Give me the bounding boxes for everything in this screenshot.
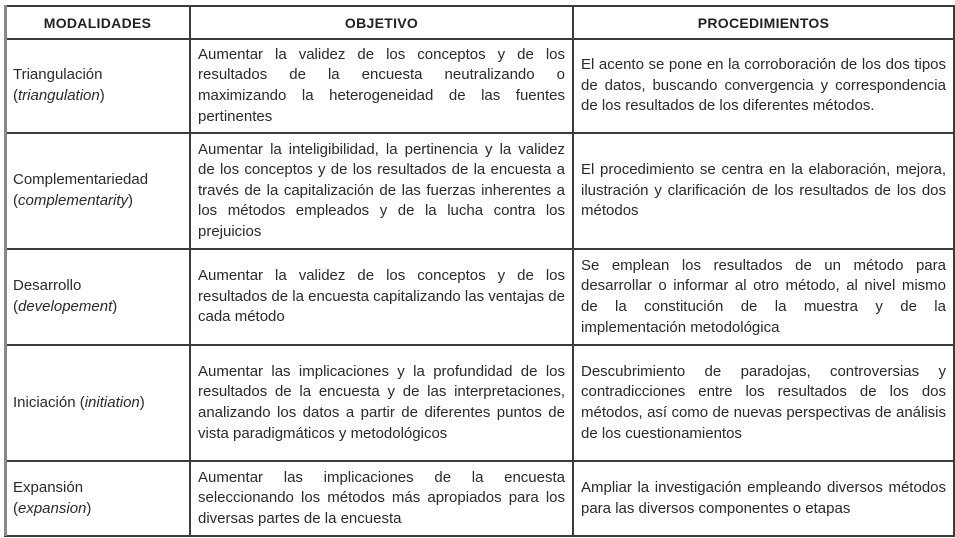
- modalidad-name: Expansión: [13, 478, 84, 496]
- table-row-iniciacion: [5, 345, 954, 461]
- modalidad-name: Triangulación: [13, 66, 103, 84]
- open-paren: (: [13, 298, 18, 315]
- table-row-desarrollo: [5, 249, 954, 345]
- procedimiento-cell: Descubrimiento de paradojas, controversias y contradicciones entre los resultados de los dos métodos, así como de nuevas perspectivas de análisis de los cuestionamientos: [573, 345, 954, 461]
- header-objetivo: OBJETIVO: [190, 6, 573, 39]
- close-paren: ): [99, 87, 105, 104]
- objetivo-cell: Aumentar la validez de los conceptos y de los resultados de la encuesta capitalizando las ventajas de cada método: [190, 249, 573, 345]
- modalidad-cell: [5, 133, 190, 249]
- modalidad-english: complementarity: [18, 192, 129, 209]
- modalidad-cell: [5, 461, 190, 536]
- open-paren: (: [13, 192, 18, 209]
- header-row: [5, 6, 954, 39]
- table-row-complementariedad: [5, 133, 954, 249]
- modalidad-english: initiation: [84, 393, 140, 411]
- modalidad-cell: [5, 39, 190, 133]
- modalidad-english: expansion: [18, 499, 87, 517]
- table-row-expansion: [5, 461, 954, 536]
- objetivo-cell: Aumentar las implicaciones y la profundidad de los resultados de la encuesta y de las interpretaciones, analizando los datos a partir de diferentes puntos de vista paradigmáticos y metodológicos: [190, 345, 573, 461]
- open-paren: (: [13, 499, 18, 517]
- close-paren: ): [128, 192, 134, 209]
- modalidad-cell: [5, 345, 190, 461]
- open-paren: (: [79, 393, 85, 411]
- procedimiento-cell: El acento se pone en la corroboración de los dos tipos de datos, buscando convergencia y correspondencia de los resultados de los diferentes métodos.: [573, 39, 954, 133]
- open-paren: (: [13, 87, 18, 104]
- objetivo-cell: Aumentar la inteligibilidad, la pertinencia y la validez de los conceptos y de los resultados de la encuesta a través de la capitalización de las fuerzas inherentes a los métodos empleados y de la lucha contra los prejuicios: [190, 133, 573, 249]
- modalidad-cell: [5, 249, 190, 345]
- header-procedimientos: PROCEDIMIENTOS: [573, 6, 954, 39]
- header-modalidades: MODALIDADES: [5, 6, 190, 39]
- close-paren: ): [139, 393, 145, 411]
- close-paren: ): [86, 499, 92, 517]
- modalidad-english: developement: [18, 298, 113, 315]
- mixed-methods-table: [4, 5, 955, 537]
- modalidad-name: Iniciación: [13, 393, 76, 411]
- table-row-triangulacion: [5, 39, 954, 133]
- procedimiento-cell: Se emplean los resultados de un método para desarrollar o informar al otro método, al nivel mismo de la constitución de la muestra y de la implementación metodológica: [573, 249, 954, 345]
- modalidad-name: Desarrollo: [13, 277, 82, 295]
- modalidad-english: triangulation: [18, 87, 100, 104]
- procedimiento-cell: El procedimiento se centra en la elaboración, mejora, ilustración y clarificación de los resultados de los dos métodos: [573, 133, 954, 249]
- procedimiento-cell: Ampliar la investigación empleando diversos métodos para las diversos componentes o etapas: [573, 461, 954, 536]
- objetivo-cell: Aumentar la validez de los conceptos y de los resultados de la encuesta neutralizando o maximizando la heterogeneidad de las fuentes pertinentes: [190, 39, 573, 133]
- objetivo-cell: Aumentar las implicaciones de la encuesta seleccionando los métodos más apropiados para los diversas partes de la encuesta: [190, 461, 573, 536]
- left-border-shade: [4, 5, 7, 536]
- close-paren: ): [112, 298, 118, 315]
- modalidad-name: Complementariedad: [13, 171, 149, 189]
